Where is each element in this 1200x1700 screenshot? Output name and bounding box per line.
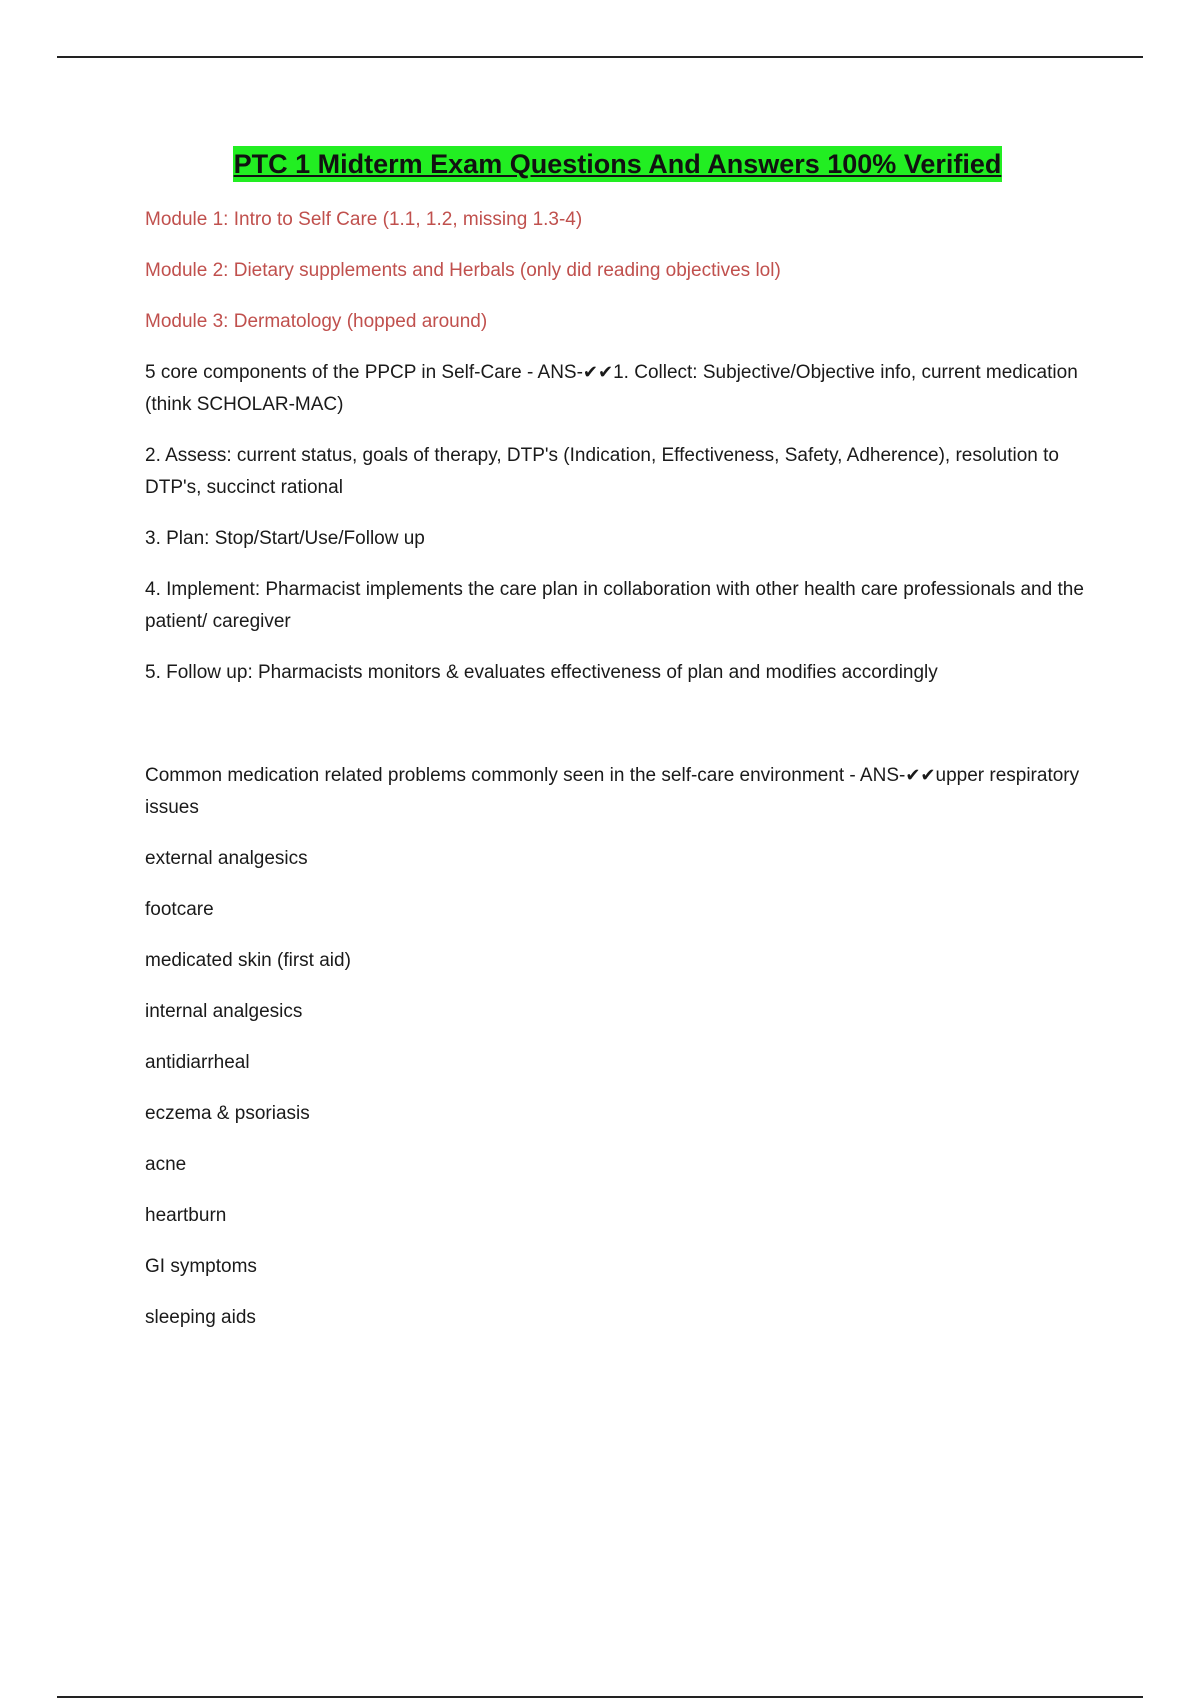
document-title: PTC 1 Midterm Exam Questions And Answers 100% Verified: [233, 146, 1003, 182]
footer-rule: [57, 1696, 1143, 1698]
list-item: external analgesics: [145, 848, 308, 869]
question-medication-problems: [145, 760, 1090, 824]
spacer: [145, 708, 1090, 760]
list-item: heartburn: [145, 1205, 227, 1226]
question-text: Common medication related problems commonly seen in the self-care environment - ANS-: [145, 765, 906, 786]
ppcp-step-follow-up: 5. Follow up: Pharmacists monitors & evaluates effectiveness of plan and modifies accordingly: [145, 662, 938, 683]
list-item: antidiarrheal: [145, 1052, 250, 1073]
list-item: footcare: [145, 899, 214, 920]
title-block: [145, 146, 1090, 182]
list-item: medicated skin (first aid): [145, 950, 351, 971]
double-check-icon: ✔✔: [905, 765, 936, 786]
list-item: sleeping aids: [145, 1307, 256, 1328]
question-text: 5 core components of the PPCP in Self-Care - ANS-: [145, 362, 583, 383]
list-item: internal analgesics: [145, 1001, 303, 1022]
ppcp-step-plan: 3. Plan: Stop/Start/Use/Follow up: [145, 528, 425, 549]
header-rule: [57, 56, 1143, 58]
answer-text: upper respiratory issues: [145, 765, 1080, 818]
document-body: [145, 146, 1090, 1353]
ppcp-step-implement: 4. Implement: Pharmacist implements the care plan in collaboration with other health care professionals and the patient/ caregiver: [145, 579, 1084, 632]
answer-text: 1. Collect: Subjective/Objective info, current medication (think SCHOLAR-MAC): [145, 362, 1078, 415]
double-check-icon: ✔✔: [582, 362, 614, 383]
list-item: acne: [145, 1154, 187, 1175]
list-item: GI symptoms: [145, 1256, 257, 1277]
module-heading-1: Module 1: Intro to Self Care (1.1, 1.2, missing 1.3-4): [145, 209, 583, 230]
ppcp-step-assess: 2. Assess: current status, goals of therapy, DTP's (Indication, Effectiveness, Safety, Adherence), resolution to DTP's, succinct rational: [145, 445, 1059, 498]
module-heading-3: Module 3: Dermatology (hopped around): [145, 311, 488, 332]
list-item: eczema & psoriasis: [145, 1103, 310, 1124]
module-heading-2: Module 2: Dietary supplements and Herbals (only did reading objectives lol): [145, 260, 781, 281]
question-ppcp: [145, 357, 1090, 421]
